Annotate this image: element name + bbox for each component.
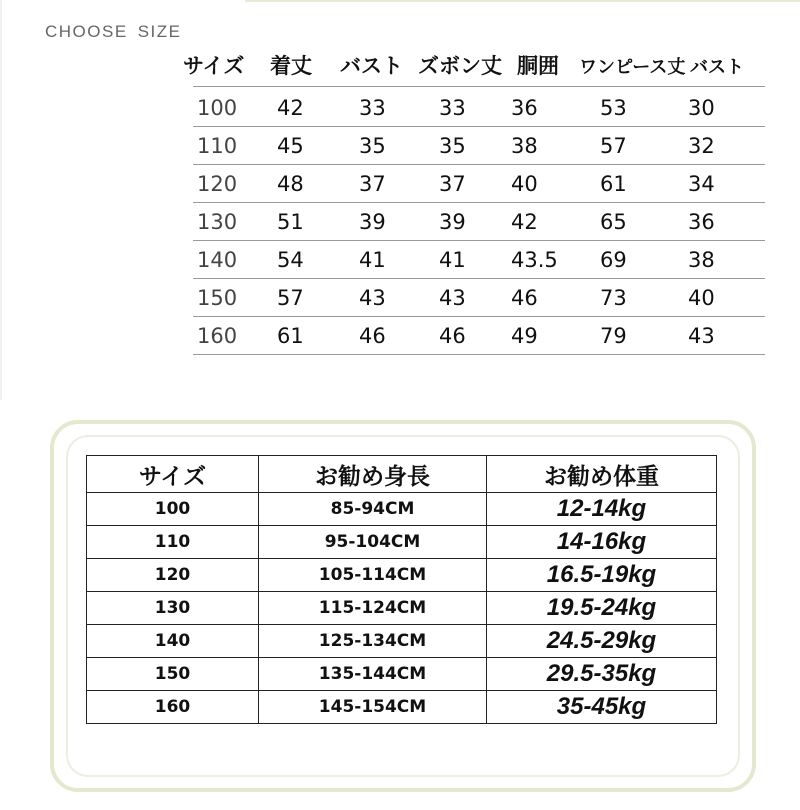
value-cell: 30 [688, 96, 715, 120]
header-dress-bust: バスト [690, 57, 744, 78]
table-divider [193, 240, 765, 241]
value-cell: 42 [511, 210, 538, 234]
size-table-header [0, 50, 800, 84]
value-cell: 38 [511, 134, 538, 158]
recommend-header-weight: お勧め体重 [487, 456, 717, 493]
table-row [0, 128, 800, 166]
table-row [0, 90, 800, 128]
table-divider [193, 126, 765, 127]
value-cell: 69 [600, 248, 627, 272]
table-row [0, 242, 800, 280]
recommend-header-size: サイズ [87, 456, 259, 493]
value-cell: 49 [511, 324, 538, 348]
value-cell: 51 [277, 210, 304, 234]
weight-cell: 29.5-35kg [487, 658, 717, 691]
table-divider [193, 86, 765, 87]
table-row [87, 592, 717, 625]
weight-cell: 16.5-19kg [487, 559, 717, 592]
table-row [0, 204, 800, 242]
weight-cell: 24.5-29kg [487, 625, 717, 658]
value-cell: 79 [600, 324, 627, 348]
size-cell: 150 [87, 658, 259, 691]
size-cell: 160 [87, 691, 259, 724]
value-cell: 48 [277, 172, 304, 196]
header-length: 着丈 [270, 54, 312, 78]
choose-size-heading [45, 22, 181, 42]
header-size: サイズ [183, 54, 245, 78]
value-cell: 32 [688, 134, 715, 158]
weight-cell: 12-14kg [487, 493, 717, 526]
table-row [87, 658, 717, 691]
table-divider [193, 202, 765, 203]
value-cell: 40 [688, 286, 715, 310]
height-cell: 115-124CM [259, 592, 487, 625]
size-cell: 140 [87, 625, 259, 658]
height-cell: 95-104CM [259, 526, 487, 559]
value-cell: 35 [439, 134, 466, 158]
value-cell: 73 [600, 286, 627, 310]
table-row [0, 280, 800, 318]
size-cell: 160 [197, 324, 238, 348]
weight-cell: 35-45kg [487, 691, 717, 724]
header-waist: 胴囲 [517, 54, 559, 78]
weight-cell: 19.5-24kg [487, 592, 717, 625]
size-cell: 100 [87, 493, 259, 526]
value-cell: 61 [600, 172, 627, 196]
height-cell: 135-144CM [259, 658, 487, 691]
header-dress-length: ワンピース丈 [579, 57, 686, 78]
height-cell: 105-114CM [259, 559, 487, 592]
value-cell: 57 [600, 134, 627, 158]
size-cell: 150 [197, 286, 238, 310]
value-cell: 40 [511, 172, 538, 196]
value-cell: 41 [359, 248, 386, 272]
value-cell: 39 [359, 210, 386, 234]
value-cell: 37 [359, 172, 386, 196]
height-cell: 145-154CM [259, 691, 487, 724]
table-row [87, 625, 717, 658]
table-row [0, 166, 800, 204]
recommendation-table [86, 455, 717, 724]
recommend-header-row [87, 456, 717, 493]
size-cell: 130 [87, 592, 259, 625]
value-cell: 43 [359, 286, 386, 310]
choose-label: CHOOSE [45, 22, 128, 41]
header-bust: バスト [340, 54, 403, 78]
value-cell: 38 [688, 248, 715, 272]
table-row [87, 559, 717, 592]
table-row [0, 318, 800, 356]
table-row [87, 493, 717, 526]
value-cell: 43 [439, 286, 466, 310]
size-cell: 110 [197, 134, 238, 158]
value-cell: 46 [439, 324, 466, 348]
height-cell: 125-134CM [259, 625, 487, 658]
value-cell: 33 [439, 96, 466, 120]
value-cell: 46 [511, 286, 538, 310]
size-cell: 140 [197, 248, 238, 272]
value-cell: 42 [277, 96, 304, 120]
table-row [87, 691, 717, 724]
value-cell: 61 [277, 324, 304, 348]
value-cell: 34 [688, 172, 715, 196]
value-cell: 37 [439, 172, 466, 196]
size-cell: 130 [197, 210, 238, 234]
header-pants-length: ズボン丈 [418, 54, 502, 78]
size-cell: 110 [87, 526, 259, 559]
value-cell: 46 [359, 324, 386, 348]
table-divider [193, 164, 765, 165]
value-cell: 43 [688, 324, 715, 348]
table-divider [193, 354, 765, 355]
value-cell: 53 [600, 96, 627, 120]
weight-cell: 14-16kg [487, 526, 717, 559]
value-cell: 36 [688, 210, 715, 234]
size-label: SIZE [137, 22, 182, 41]
value-cell: 54 [277, 248, 304, 272]
table-divider [193, 278, 765, 279]
table-row [87, 526, 717, 559]
value-cell: 35 [359, 134, 386, 158]
value-cell: 45 [277, 134, 304, 158]
size-cell: 120 [87, 559, 259, 592]
value-cell: 43.5 [511, 248, 558, 272]
value-cell: 36 [511, 96, 538, 120]
recommend-header-height: お勧め身長 [259, 456, 487, 493]
top-divider [245, 0, 800, 2]
value-cell: 57 [277, 286, 304, 310]
value-cell: 33 [359, 96, 386, 120]
size-cell: 120 [197, 172, 238, 196]
value-cell: 41 [439, 248, 466, 272]
table-divider [193, 316, 765, 317]
value-cell: 39 [439, 210, 466, 234]
size-cell: 100 [197, 96, 238, 120]
height-cell: 85-94CM [259, 493, 487, 526]
value-cell: 65 [600, 210, 627, 234]
